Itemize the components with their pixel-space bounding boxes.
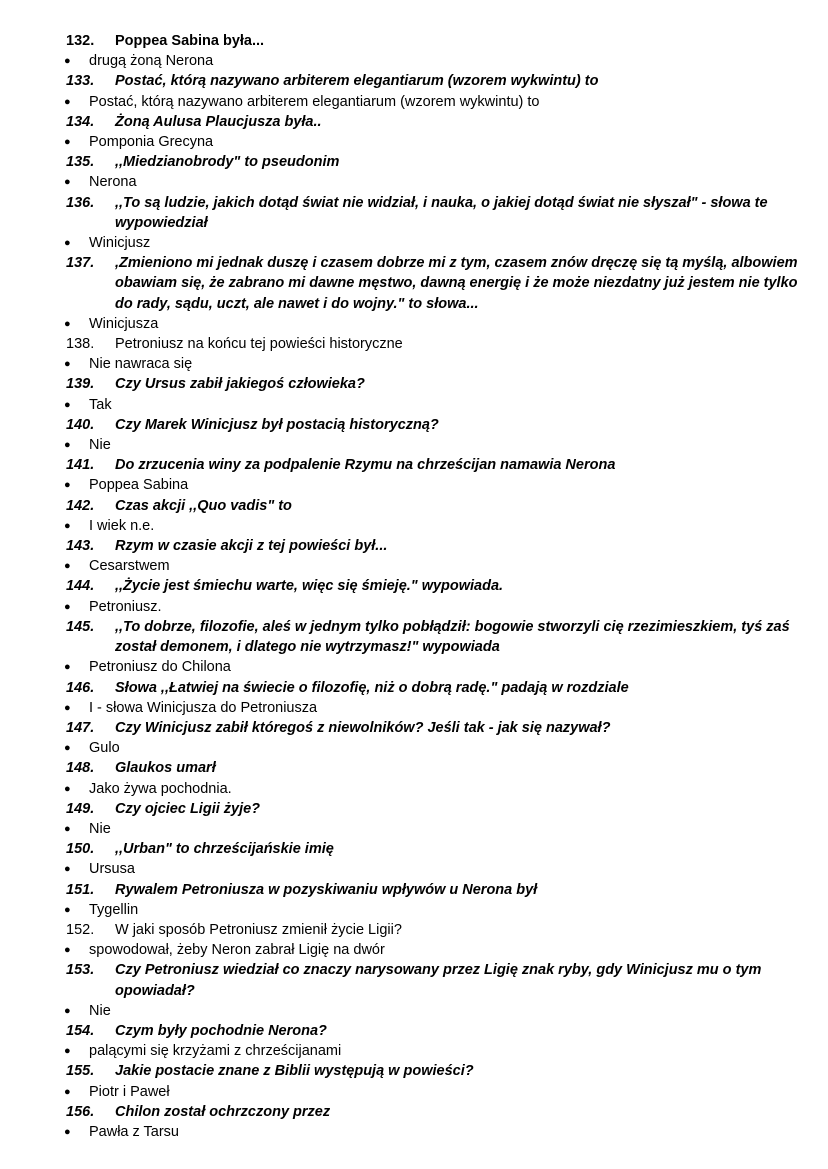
question-11 bbox=[0, 496, 828, 516]
question-6 bbox=[0, 253, 828, 314]
answer-text: I wiek n.e. bbox=[89, 517, 155, 534]
question-21 bbox=[0, 920, 828, 940]
question-10 bbox=[0, 455, 828, 475]
question-text: ,,Miedzianobrody" to pseudonim bbox=[115, 154, 340, 171]
bullet-icon: ● bbox=[64, 1004, 71, 1017]
question-24 bbox=[0, 1061, 828, 1081]
question-number: 155. bbox=[66, 1063, 95, 1080]
question-text: Czym były pochodnie Nerona? bbox=[115, 1022, 327, 1039]
question-text: Żoną Aulusa Plaucjusza była.. bbox=[115, 113, 322, 130]
question-number: 140. bbox=[66, 416, 95, 433]
answer-text: Ursusa bbox=[89, 861, 135, 878]
bullet-icon: ● bbox=[64, 1125, 71, 1138]
question-25 bbox=[0, 1102, 828, 1122]
question-17 bbox=[0, 758, 828, 778]
bullet-icon: ● bbox=[64, 661, 71, 674]
question-2 bbox=[0, 71, 828, 91]
question-text: Poppea Sabina była... bbox=[115, 33, 265, 49]
question-number: 148. bbox=[66, 760, 95, 777]
answer-8 bbox=[0, 395, 828, 415]
bullet-icon: ● bbox=[64, 822, 71, 835]
answer-3 bbox=[0, 132, 828, 152]
question-text: Czy Marek Winicjusz był postacią historyczną? bbox=[115, 416, 439, 433]
answer-text: Poppea Sabina bbox=[89, 477, 189, 494]
bullet-icon: ● bbox=[64, 600, 71, 613]
question-3 bbox=[0, 112, 828, 132]
question-number: 156. bbox=[66, 1103, 95, 1120]
answer-text: Petroniusz. bbox=[89, 598, 162, 615]
bullet-icon: ● bbox=[64, 903, 71, 916]
answer-text: palącymi się krzyżami z chrześcijanami bbox=[89, 1043, 342, 1060]
answer-text: Nie nawraca się bbox=[89, 356, 193, 373]
answer-text: Tygellin bbox=[89, 901, 139, 918]
question-text: Czas akcji ,,Quo vadis" to bbox=[115, 497, 292, 514]
bullet-icon: ● bbox=[64, 944, 71, 957]
bullet-icon: ● bbox=[64, 560, 71, 573]
question-text: Petroniusz na końcu tej powieści historyczne bbox=[115, 336, 403, 353]
question-number: 139. bbox=[66, 376, 95, 393]
answer-10 bbox=[0, 475, 828, 495]
answer-text: Nerona bbox=[89, 174, 137, 191]
question-number: 145. bbox=[66, 618, 95, 635]
answer-text: Pawła z Tarsu bbox=[89, 1123, 179, 1140]
question-22 bbox=[0, 960, 828, 1000]
question-number: 146. bbox=[66, 679, 95, 696]
question-text: ,,To są ludzie, jakich dotąd świat nie widział, i nauka, o jakiej dotąd świat nie słyszał" - słowa te wypowiedział bbox=[115, 194, 768, 231]
question-19 bbox=[0, 839, 828, 859]
answer-14 bbox=[0, 657, 828, 677]
question-number: 150. bbox=[66, 841, 95, 858]
question-text: Rywalem Petroniusza w pozyskiwaniu wpływów u Nerona był bbox=[115, 881, 538, 898]
answer-22 bbox=[0, 1001, 828, 1021]
question-number: 147. bbox=[66, 719, 95, 736]
bullet-icon: ● bbox=[64, 1045, 71, 1058]
answer-20 bbox=[0, 900, 828, 920]
question-number: 135. bbox=[66, 154, 95, 171]
question-number: 133. bbox=[66, 73, 95, 90]
bullet-icon: ● bbox=[64, 701, 71, 714]
question-23 bbox=[0, 1021, 828, 1041]
answer-7 bbox=[0, 354, 828, 374]
question-text: Glaukos umarł bbox=[115, 760, 216, 777]
question-text: ,,Życie jest śmiechu warte, więc się śmieję." wypowiada. bbox=[115, 578, 504, 595]
question-number: 153. bbox=[66, 962, 95, 979]
question-text: Jakie postacie znane z Biblii występują w powieści? bbox=[115, 1063, 474, 1080]
question-number: 141. bbox=[66, 457, 95, 474]
answer-text: Petroniusz do Chilona bbox=[89, 659, 231, 676]
question-7 bbox=[0, 334, 828, 354]
question-1 bbox=[0, 31, 828, 51]
answer-text: I - słowa Winicjusza do Petroniusza bbox=[89, 699, 318, 716]
question-number: 138. bbox=[66, 336, 95, 353]
bullet-icon: ● bbox=[64, 176, 71, 189]
question-text: Słowa ,,Łatwiej na świecie o filozofię, niż o dobrą radę." padają w rozdziale bbox=[115, 679, 629, 696]
question-number: 143. bbox=[66, 538, 95, 555]
bullet-icon: ● bbox=[64, 398, 71, 411]
answer-text: Nie bbox=[89, 820, 111, 837]
bullet-icon: ● bbox=[64, 1085, 71, 1098]
question-text: ,,Urban" to chrześcijańskie imię bbox=[115, 841, 334, 858]
answer-5 bbox=[0, 233, 828, 253]
question-number: 134. bbox=[66, 113, 95, 130]
answer-9 bbox=[0, 435, 828, 455]
bullet-icon: ● bbox=[64, 55, 71, 68]
document-body bbox=[0, 31, 828, 1142]
answer-text: Nie bbox=[89, 1002, 111, 1019]
answer-text: Cesarstwem bbox=[89, 558, 170, 575]
answer-text: Postać, którą nazywano arbiterem elegantiarum (wzorem wykwintu) to bbox=[89, 93, 540, 110]
question-text: ,,To dobrze, filozofie, aleś w jednym tylko pobłądził: bogowie stworzyli cię rzezimieszkiem, tyś zaś został demonem, i dlatego nie wytrzymasz!" wypowiada bbox=[115, 618, 790, 656]
answer-text: Jako żywa pochodnia. bbox=[89, 780, 232, 797]
question-12 bbox=[0, 536, 828, 556]
bullet-icon: ● bbox=[64, 317, 71, 330]
question-text: Chilon został ochrzczony przez bbox=[115, 1103, 331, 1120]
question-5 bbox=[0, 193, 828, 233]
question-number: 152. bbox=[66, 921, 95, 938]
answer-24 bbox=[0, 1082, 828, 1102]
question-4 bbox=[0, 152, 828, 172]
answer-1 bbox=[0, 51, 828, 71]
bullet-icon: ● bbox=[64, 863, 71, 876]
bullet-icon: ● bbox=[64, 237, 71, 250]
question-18 bbox=[0, 799, 828, 819]
question-text: Czy Winicjusz zabił któregoś z niewolników? Jeśli tak - jak się nazywał? bbox=[115, 719, 611, 736]
question-14 bbox=[0, 617, 828, 657]
answer-18 bbox=[0, 819, 828, 839]
bullet-icon: ● bbox=[64, 439, 71, 452]
question-text: ,Zmieniono mi jednak duszę i czasem dobrze mi z tym, czasem znów dręczę się tą myślą, albowiem obawiam się, że zabrano mi dawne męstwo, dawną energię i że może niezdatny już jestem nie tylko do rady, sądu, uczt, ale nawet i do wojny." to słowa... bbox=[115, 255, 798, 312]
answer-text: Pomponia Grecyna bbox=[89, 134, 214, 151]
question-text: Czy ojciec Ligii żyje? bbox=[115, 800, 261, 817]
bullet-icon: ● bbox=[64, 519, 71, 532]
answer-21 bbox=[0, 940, 828, 960]
question-16 bbox=[0, 718, 828, 738]
bullet-icon: ● bbox=[64, 782, 71, 795]
answer-11 bbox=[0, 516, 828, 536]
question-9 bbox=[0, 415, 828, 435]
question-text: Czy Petroniusz wiedział co znaczy narysowany przez Ligię znak ryby, gdy Winicjusz mu o tym opowiadał? bbox=[115, 962, 762, 999]
answer-text: Winicjusza bbox=[89, 315, 159, 332]
answer-text: Piotr i Paweł bbox=[89, 1083, 170, 1100]
bullet-icon: ● bbox=[64, 479, 71, 492]
question-text: Rzym w czasie akcji z tej powieści był... bbox=[115, 538, 388, 555]
question-number: 132. bbox=[66, 33, 95, 49]
answer-text: Nie bbox=[89, 437, 111, 454]
question-text: Czy Ursus zabił jakiegoś człowieka? bbox=[115, 376, 365, 393]
question-number: 149. bbox=[66, 800, 95, 817]
answer-4 bbox=[0, 172, 828, 192]
question-text: Do zrzucenia winy za podpalenie Rzymu na chrześcijan namawia Nerona bbox=[115, 457, 616, 474]
question-number: 136. bbox=[66, 194, 95, 211]
question-number: 154. bbox=[66, 1022, 95, 1039]
question-text: W jaki sposób Petroniusz zmienił życie Ligii? bbox=[115, 921, 402, 938]
answer-16 bbox=[0, 738, 828, 758]
bullet-icon: ● bbox=[64, 95, 71, 108]
answer-2 bbox=[0, 92, 828, 112]
answer-25 bbox=[0, 1122, 828, 1142]
answer-13 bbox=[0, 597, 828, 617]
answer-6 bbox=[0, 314, 828, 334]
question-number: 142. bbox=[66, 497, 95, 514]
question-13 bbox=[0, 576, 828, 596]
bullet-icon: ● bbox=[64, 742, 71, 755]
question-15 bbox=[0, 678, 828, 698]
question-number: 151. bbox=[66, 881, 95, 898]
question-20 bbox=[0, 880, 828, 900]
answer-text: Tak bbox=[89, 396, 112, 413]
answer-12 bbox=[0, 556, 828, 576]
answer-text: Gulo bbox=[89, 740, 120, 757]
question-text: Postać, którą nazywano arbiterem elegantiarum (wzorem wykwintu) to bbox=[115, 73, 599, 90]
answer-text: Winicjusz bbox=[89, 235, 151, 252]
answer-text: drugą żoną Nerona bbox=[89, 53, 214, 70]
answer-19 bbox=[0, 859, 828, 879]
bullet-icon: ● bbox=[64, 136, 71, 149]
answer-15 bbox=[0, 698, 828, 718]
answer-text: spowodował, żeby Neron zabrał Ligię na dwór bbox=[89, 942, 385, 959]
question-8 bbox=[0, 374, 828, 394]
bullet-icon: ● bbox=[64, 358, 71, 371]
answer-23 bbox=[0, 1041, 828, 1061]
question-number: 137. bbox=[66, 255, 95, 272]
answer-17 bbox=[0, 779, 828, 799]
question-number: 144. bbox=[66, 578, 95, 595]
